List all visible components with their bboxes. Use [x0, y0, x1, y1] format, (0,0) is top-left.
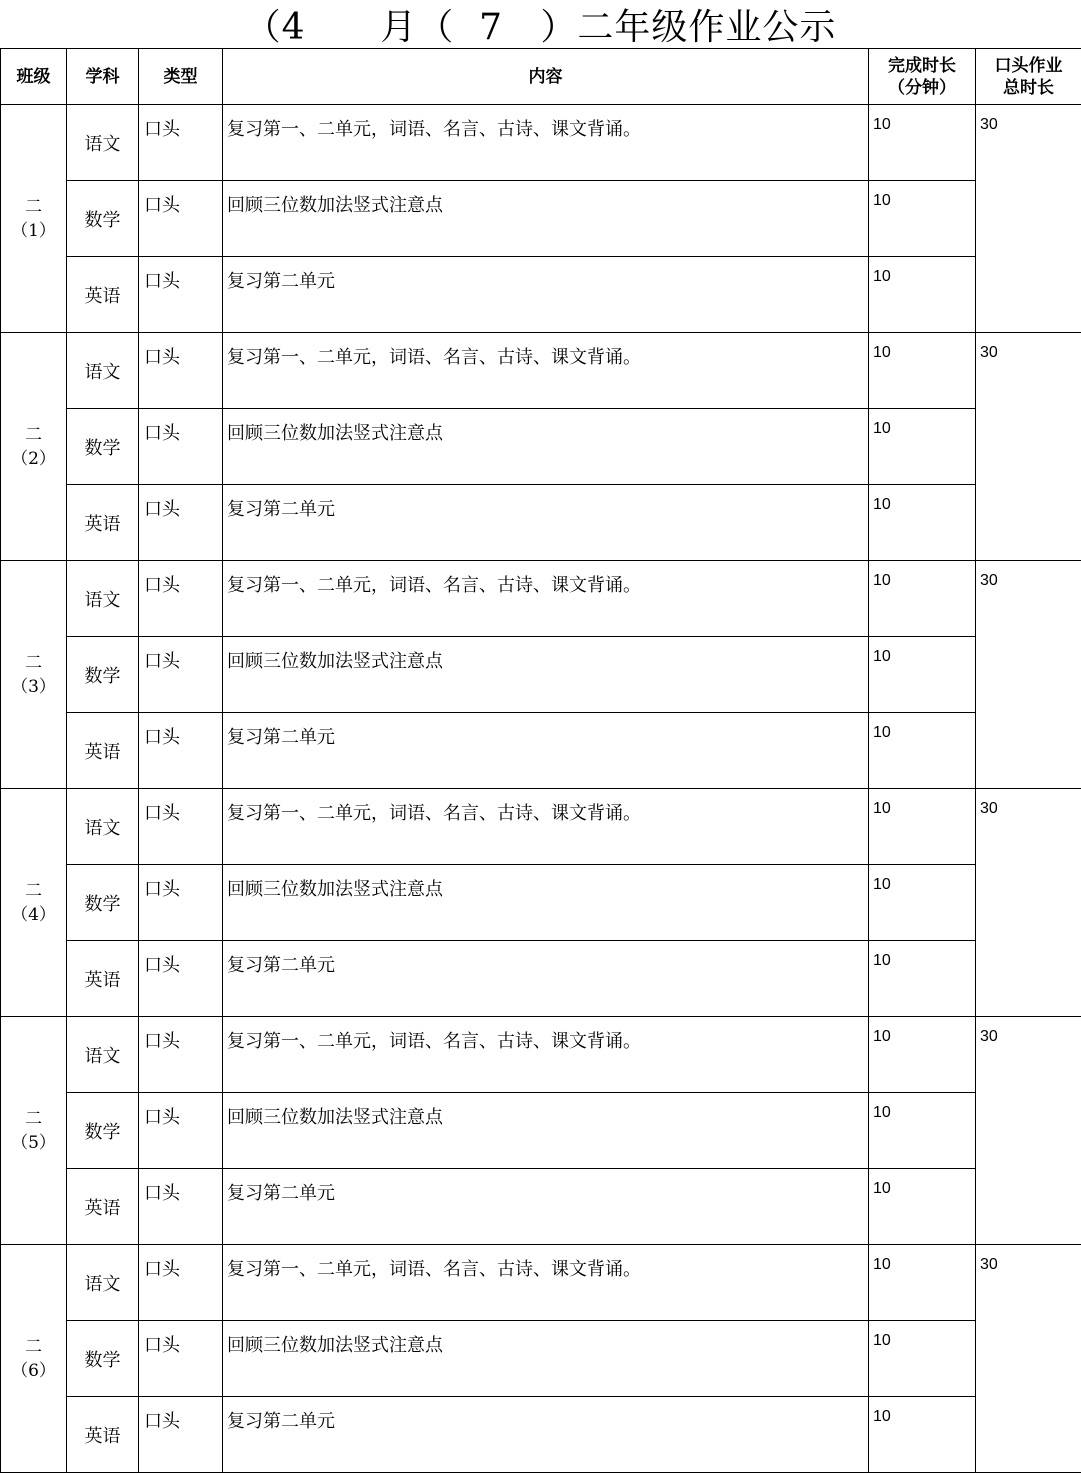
table-row — [1, 333, 1081, 409]
minutes-cell: 10 — [869, 1321, 976, 1397]
type-cell: 口头 — [139, 789, 223, 865]
class-grade: 二 — [25, 652, 42, 673]
subject-cell: 英语 — [67, 1397, 139, 1473]
header-total-line2: 总时长 — [1003, 77, 1054, 98]
content-cell: 复习第一、二单元，词语、名言、古诗、课文背诵。 — [223, 1245, 869, 1321]
header-duration-line1: 完成时长 — [888, 55, 956, 76]
total-cell: 30 — [976, 105, 1081, 333]
table-row — [1, 713, 1081, 789]
header-row — [1, 49, 1081, 105]
type-cell: 口头 — [139, 1321, 223, 1397]
total-cell: 30 — [976, 789, 1081, 1017]
class-grade: 二 — [25, 196, 42, 217]
class-number: （4） — [11, 904, 56, 925]
content-cell: 复习第二单元 — [223, 1169, 869, 1245]
class-cell — [1, 105, 67, 333]
type-cell: 口头 — [139, 181, 223, 257]
content-cell: 回顾三位数加法竖式注意点 — [223, 1093, 869, 1169]
content-cell: 复习第一、二单元，词语、名言、古诗、课文背诵。 — [223, 105, 869, 181]
type-cell: 口头 — [139, 561, 223, 637]
minutes-cell: 10 — [869, 941, 976, 1017]
table-row — [1, 941, 1081, 1017]
header-duration-line2: （分钟） — [888, 77, 956, 98]
class-cell — [1, 1017, 67, 1245]
content-cell: 回顾三位数加法竖式注意点 — [223, 409, 869, 485]
class-number: （2） — [11, 448, 56, 469]
subject-cell: 语文 — [67, 105, 139, 181]
table-row — [1, 485, 1081, 561]
content-cell: 回顾三位数加法竖式注意点 — [223, 637, 869, 713]
subject-cell: 英语 — [67, 941, 139, 1017]
class-number: （5） — [11, 1132, 56, 1153]
type-cell: 口头 — [139, 409, 223, 485]
minutes-cell: 10 — [869, 485, 976, 561]
content-cell: 回顾三位数加法竖式注意点 — [223, 865, 869, 941]
table-row — [1, 1397, 1081, 1473]
table-row — [1, 637, 1081, 713]
table-row — [1, 1093, 1081, 1169]
class-cell — [1, 1245, 67, 1473]
type-cell: 口头 — [139, 105, 223, 181]
table-row — [1, 1245, 1081, 1321]
type-cell: 口头 — [139, 257, 223, 333]
type-cell: 口头 — [139, 1093, 223, 1169]
table-row — [1, 1169, 1081, 1245]
subject-cell: 英语 — [67, 1169, 139, 1245]
type-cell: 口头 — [139, 713, 223, 789]
content-cell: 复习第二单元 — [223, 485, 869, 561]
header-type: 类型 — [139, 49, 223, 105]
minutes-cell: 10 — [869, 1169, 976, 1245]
subject-cell: 语文 — [67, 561, 139, 637]
type-cell: 口头 — [139, 1017, 223, 1093]
class-cell — [1, 561, 67, 789]
header-total-line1: 口头作业 — [994, 55, 1063, 76]
page-title: （4 月（ 7 ）二年级作业公示 — [244, 6, 837, 48]
content-cell: 复习第一、二单元，词语、名言、古诗、课文背诵。 — [223, 333, 869, 409]
minutes-cell: 10 — [869, 1093, 976, 1169]
type-cell: 口头 — [139, 1397, 223, 1473]
class-grade: 二 — [25, 1336, 42, 1357]
content-cell: 复习第一、二单元，词语、名言、古诗、课文背诵。 — [223, 1017, 869, 1093]
minutes-cell: 10 — [869, 181, 976, 257]
type-cell: 口头 — [139, 1169, 223, 1245]
content-cell: 复习第二单元 — [223, 257, 869, 333]
minutes-cell: 10 — [869, 409, 976, 485]
content-cell: 复习第一、二单元，词语、名言、古诗、课文背诵。 — [223, 789, 869, 865]
minutes-cell: 10 — [869, 637, 976, 713]
subject-cell: 数学 — [67, 409, 139, 485]
minutes-cell: 10 — [869, 105, 976, 181]
header-subject: 学科 — [67, 49, 139, 105]
minutes-cell: 10 — [869, 1397, 976, 1473]
class-grade: 二 — [25, 424, 42, 445]
class-number: （3） — [11, 676, 56, 697]
table-row — [1, 105, 1081, 181]
minutes-cell: 10 — [869, 333, 976, 409]
total-cell: 30 — [976, 561, 1081, 789]
table-row — [1, 1017, 1081, 1093]
class-grade: 二 — [25, 880, 42, 901]
class-number: （6） — [11, 1360, 56, 1381]
class-cell — [1, 789, 67, 1017]
subject-cell: 英语 — [67, 257, 139, 333]
total-cell: 30 — [976, 1017, 1081, 1245]
minutes-cell: 10 — [869, 865, 976, 941]
minutes-cell: 10 — [869, 561, 976, 637]
subject-cell: 数学 — [67, 637, 139, 713]
subject-cell: 语文 — [67, 1245, 139, 1321]
content-cell: 复习第一、二单元，词语、名言、古诗、课文背诵。 — [223, 561, 869, 637]
header-total — [976, 49, 1081, 105]
content-cell: 回顾三位数加法竖式注意点 — [223, 181, 869, 257]
class-cell — [1, 333, 67, 561]
table-row — [1, 181, 1081, 257]
minutes-cell: 10 — [869, 789, 976, 865]
content-cell: 复习第二单元 — [223, 1397, 869, 1473]
subject-cell: 数学 — [67, 1093, 139, 1169]
table-row — [1, 561, 1081, 637]
minutes-cell: 10 — [869, 1245, 976, 1321]
content-cell: 复习第二单元 — [223, 941, 869, 1017]
subject-cell: 数学 — [67, 1321, 139, 1397]
class-grade: 二 — [25, 1108, 42, 1129]
type-cell: 口头 — [139, 941, 223, 1017]
content-cell: 回顾三位数加法竖式注意点 — [223, 1321, 869, 1397]
subject-cell: 数学 — [67, 865, 139, 941]
header-class: 班级 — [1, 49, 67, 105]
table-row — [1, 865, 1081, 941]
table-row — [1, 1321, 1081, 1397]
class-number: （1） — [11, 220, 56, 241]
subject-cell: 语文 — [67, 789, 139, 865]
type-cell: 口头 — [139, 485, 223, 561]
content-cell: 复习第二单元 — [223, 713, 869, 789]
table-row — [1, 257, 1081, 333]
subject-cell: 英语 — [67, 485, 139, 561]
subject-cell: 语文 — [67, 333, 139, 409]
type-cell: 口头 — [139, 637, 223, 713]
type-cell: 口头 — [139, 865, 223, 941]
minutes-cell: 10 — [869, 1017, 976, 1093]
header-content: 内容 — [223, 49, 869, 105]
type-cell: 口头 — [139, 333, 223, 409]
homework-table — [0, 48, 1081, 1473]
type-cell: 口头 — [139, 1245, 223, 1321]
minutes-cell: 10 — [869, 257, 976, 333]
subject-cell: 英语 — [67, 713, 139, 789]
total-cell: 30 — [976, 333, 1081, 561]
header-duration — [869, 49, 976, 105]
subject-cell: 数学 — [67, 181, 139, 257]
total-cell: 30 — [976, 1245, 1081, 1473]
minutes-cell: 10 — [869, 713, 976, 789]
subject-cell: 语文 — [67, 1017, 139, 1093]
table-row — [1, 789, 1081, 865]
table-row — [1, 409, 1081, 485]
